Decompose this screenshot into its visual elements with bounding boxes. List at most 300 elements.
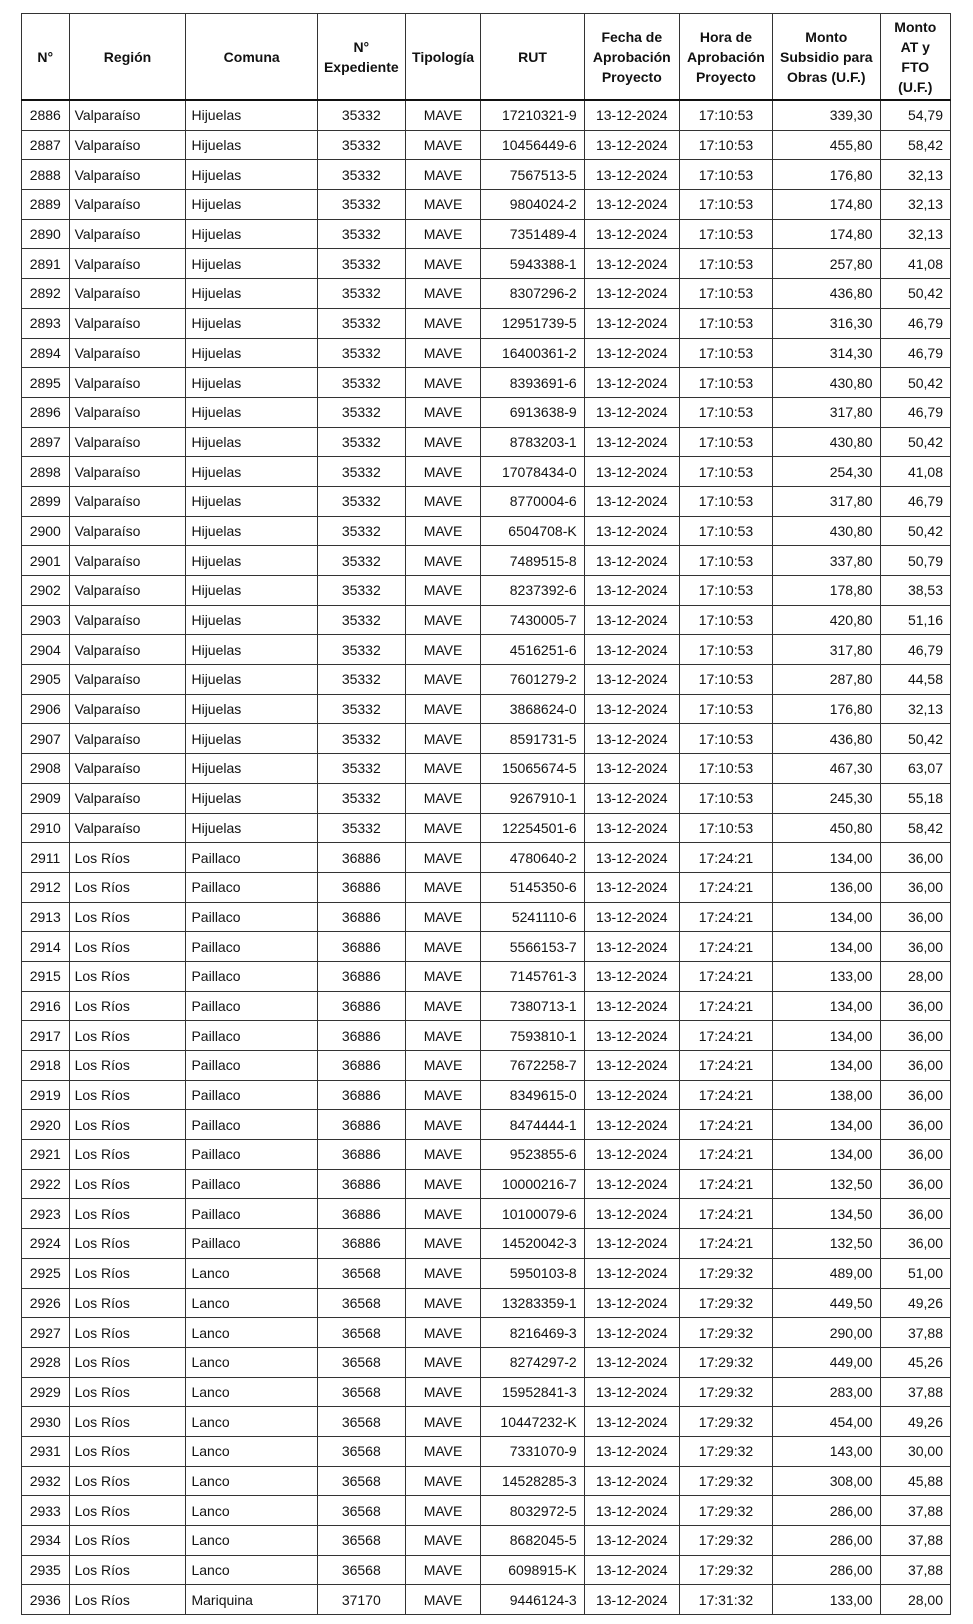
cell-region: Valparaíso xyxy=(69,665,186,695)
cell-tipologia: MAVE xyxy=(405,991,481,1021)
cell-comuna: Hijuelas xyxy=(186,368,317,398)
table-row xyxy=(22,338,951,368)
cell-hora: 17:10:53 xyxy=(679,279,772,309)
table-row xyxy=(22,1466,951,1496)
cell-fecha: 13-12-2024 xyxy=(584,1110,679,1140)
cell-monto-at-fto: 30,00 xyxy=(880,1436,950,1466)
table-row xyxy=(22,1051,951,1081)
cell-region: Valparaíso xyxy=(69,279,186,309)
cell-hora: 17:24:21 xyxy=(679,961,772,991)
cell-expediente: 36886 xyxy=(317,1169,405,1199)
cell-tipologia: MAVE xyxy=(405,694,481,724)
cell-monto-at-fto: 28,00 xyxy=(880,1585,950,1615)
cell-expediente: 36886 xyxy=(317,932,405,962)
table-header xyxy=(22,14,951,101)
cell-fecha: 13-12-2024 xyxy=(584,1466,679,1496)
cell-monto-subsidio: 339,30 xyxy=(772,100,880,130)
cell-hora: 17:10:53 xyxy=(679,130,772,160)
cell-expediente: 36568 xyxy=(317,1347,405,1377)
table-row xyxy=(22,546,951,576)
cell-monto-at-fto: 49,26 xyxy=(880,1288,950,1318)
cell-fecha: 13-12-2024 xyxy=(584,665,679,695)
cell-numero: 2895 xyxy=(22,368,70,398)
cell-expediente: 35332 xyxy=(317,694,405,724)
table-row xyxy=(22,1199,951,1229)
cell-monto-at-fto: 46,79 xyxy=(880,635,950,665)
cell-tipologia: MAVE xyxy=(405,100,481,130)
cell-tipologia: MAVE xyxy=(405,457,481,487)
cell-rut: 6913638-9 xyxy=(481,397,584,427)
cell-numero: 2930 xyxy=(22,1407,70,1437)
cell-numero: 2920 xyxy=(22,1110,70,1140)
cell-numero: 2926 xyxy=(22,1288,70,1318)
cell-monto-at-fto: 55,18 xyxy=(880,783,950,813)
cell-comuna: Hijuelas xyxy=(186,813,317,843)
header-hora-aprobacion: Hora de Aprobación Proyecto xyxy=(679,14,772,101)
cell-monto-subsidio: 467,30 xyxy=(772,754,880,784)
cell-expediente: 36886 xyxy=(317,1080,405,1110)
cell-fecha: 13-12-2024 xyxy=(584,160,679,190)
cell-tipologia: MAVE xyxy=(405,368,481,398)
cell-monto-subsidio: 430,80 xyxy=(772,427,880,457)
cell-expediente: 35332 xyxy=(317,100,405,130)
cell-fecha: 13-12-2024 xyxy=(584,308,679,338)
cell-tipologia: MAVE xyxy=(405,1199,481,1229)
cell-monto-at-fto: 45,88 xyxy=(880,1466,950,1496)
cell-tipologia: MAVE xyxy=(405,397,481,427)
cell-numero: 2932 xyxy=(22,1466,70,1496)
cell-numero: 2921 xyxy=(22,1140,70,1170)
cell-tipologia: MAVE xyxy=(405,724,481,754)
cell-hora: 17:29:32 xyxy=(679,1436,772,1466)
cell-fecha: 13-12-2024 xyxy=(584,1258,679,1288)
cell-comuna: Mariquina xyxy=(186,1585,317,1615)
cell-comuna: Hijuelas xyxy=(186,338,317,368)
cell-comuna: Lanco xyxy=(186,1555,317,1585)
cell-region: Valparaíso xyxy=(69,605,186,635)
cell-monto-subsidio: 430,80 xyxy=(772,516,880,546)
cell-fecha: 13-12-2024 xyxy=(584,961,679,991)
cell-numero: 2909 xyxy=(22,783,70,813)
cell-monto-at-fto: 37,88 xyxy=(880,1318,950,1348)
cell-hora: 17:24:21 xyxy=(679,902,772,932)
cell-expediente: 36886 xyxy=(317,843,405,873)
cell-region: Valparaíso xyxy=(69,754,186,784)
cell-rut: 12951739-5 xyxy=(481,308,584,338)
cell-tipologia: MAVE xyxy=(405,902,481,932)
cell-monto-at-fto: 32,13 xyxy=(880,694,950,724)
cell-region: Los Ríos xyxy=(69,1407,186,1437)
header-comuna: Comuna xyxy=(186,14,317,101)
cell-fecha: 13-12-2024 xyxy=(584,486,679,516)
cell-expediente: 35332 xyxy=(317,576,405,606)
cell-numero: 2922 xyxy=(22,1169,70,1199)
cell-numero: 2889 xyxy=(22,190,70,220)
cell-numero: 2903 xyxy=(22,605,70,635)
cell-comuna: Paillaco xyxy=(186,1080,317,1110)
table-row xyxy=(22,1436,951,1466)
table-row xyxy=(22,1140,951,1170)
cell-numero: 2928 xyxy=(22,1347,70,1377)
header-region: Región xyxy=(69,14,186,101)
cell-comuna: Hijuelas xyxy=(186,576,317,606)
cell-monto-at-fto: 54,79 xyxy=(880,100,950,130)
cell-comuna: Paillaco xyxy=(186,961,317,991)
cell-fecha: 13-12-2024 xyxy=(584,1199,679,1229)
cell-region: Los Ríos xyxy=(69,1585,186,1615)
cell-expediente: 36886 xyxy=(317,961,405,991)
cell-region: Valparaíso xyxy=(69,813,186,843)
cell-monto-at-fto: 51,00 xyxy=(880,1258,950,1288)
table-row xyxy=(22,1496,951,1526)
cell-monto-subsidio: 420,80 xyxy=(772,605,880,635)
cell-tipologia: MAVE xyxy=(405,338,481,368)
cell-comuna: Lanco xyxy=(186,1496,317,1526)
cell-monto-subsidio: 178,80 xyxy=(772,576,880,606)
cell-region: Los Ríos xyxy=(69,1526,186,1556)
table-row xyxy=(22,1288,951,1318)
cell-comuna: Paillaco xyxy=(186,872,317,902)
cell-hora: 17:10:53 xyxy=(679,486,772,516)
cell-fecha: 13-12-2024 xyxy=(584,100,679,130)
cell-rut: 10000216-7 xyxy=(481,1169,584,1199)
cell-monto-subsidio: 174,80 xyxy=(772,190,880,220)
table-row xyxy=(22,754,951,784)
cell-hora: 17:24:21 xyxy=(679,1021,772,1051)
cell-comuna: Hijuelas xyxy=(186,783,317,813)
cell-region: Los Ríos xyxy=(69,1169,186,1199)
cell-monto-subsidio: 454,00 xyxy=(772,1407,880,1437)
header-row xyxy=(22,14,951,101)
cell-region: Los Ríos xyxy=(69,1496,186,1526)
cell-tipologia: MAVE xyxy=(405,190,481,220)
cell-region: Los Ríos xyxy=(69,843,186,873)
cell-monto-subsidio: 337,80 xyxy=(772,546,880,576)
cell-monto-subsidio: 286,00 xyxy=(772,1555,880,1585)
cell-tipologia: MAVE xyxy=(405,1407,481,1437)
cell-region: Los Ríos xyxy=(69,991,186,1021)
table-row xyxy=(22,1318,951,1348)
cell-fecha: 13-12-2024 xyxy=(584,1051,679,1081)
cell-monto-subsidio: 134,00 xyxy=(772,1140,880,1170)
cell-hora: 17:10:53 xyxy=(679,813,772,843)
cell-region: Valparaíso xyxy=(69,694,186,724)
header-expediente: N° Expediente xyxy=(317,14,405,101)
cell-monto-at-fto: 36,00 xyxy=(880,991,950,1021)
cell-comuna: Hijuelas xyxy=(186,457,317,487)
cell-hora: 17:29:32 xyxy=(679,1555,772,1585)
table-row xyxy=(22,1169,951,1199)
cell-numero: 2904 xyxy=(22,635,70,665)
cell-region: Valparaíso xyxy=(69,219,186,249)
cell-monto-subsidio: 134,00 xyxy=(772,991,880,1021)
cell-expediente: 36568 xyxy=(317,1288,405,1318)
table-row xyxy=(22,902,951,932)
cell-rut: 8274297-2 xyxy=(481,1347,584,1377)
cell-rut: 8591731-5 xyxy=(481,724,584,754)
cell-monto-subsidio: 254,30 xyxy=(772,457,880,487)
cell-expediente: 35332 xyxy=(317,605,405,635)
cell-numero: 2915 xyxy=(22,961,70,991)
cell-monto-at-fto: 58,42 xyxy=(880,130,950,160)
cell-fecha: 13-12-2024 xyxy=(584,1318,679,1348)
cell-region: Los Ríos xyxy=(69,1555,186,1585)
cell-region: Los Ríos xyxy=(69,1229,186,1259)
cell-numero: 2891 xyxy=(22,249,70,279)
cell-fecha: 13-12-2024 xyxy=(584,1080,679,1110)
cell-tipologia: MAVE xyxy=(405,872,481,902)
table-row xyxy=(22,1407,951,1437)
cell-comuna: Paillaco xyxy=(186,902,317,932)
cell-comuna: Paillaco xyxy=(186,1199,317,1229)
cell-numero: 2911 xyxy=(22,843,70,873)
cell-hora: 17:10:53 xyxy=(679,427,772,457)
table-row xyxy=(22,991,951,1021)
cell-numero: 2892 xyxy=(22,279,70,309)
cell-monto-subsidio: 449,00 xyxy=(772,1347,880,1377)
cell-comuna: Lanco xyxy=(186,1258,317,1288)
cell-numero: 2894 xyxy=(22,338,70,368)
cell-rut: 8393691-6 xyxy=(481,368,584,398)
cell-monto-at-fto: 36,00 xyxy=(880,1110,950,1140)
cell-rut: 8216469-3 xyxy=(481,1318,584,1348)
cell-fecha: 13-12-2024 xyxy=(584,368,679,398)
cell-monto-subsidio: 436,80 xyxy=(772,279,880,309)
cell-tipologia: MAVE xyxy=(405,576,481,606)
cell-monto-at-fto: 28,00 xyxy=(880,961,950,991)
table-row xyxy=(22,1080,951,1110)
cell-numero: 2890 xyxy=(22,219,70,249)
table-row xyxy=(22,665,951,695)
cell-monto-subsidio: 257,80 xyxy=(772,249,880,279)
table-row xyxy=(22,1526,951,1556)
table-row xyxy=(22,813,951,843)
cell-rut: 7601279-2 xyxy=(481,665,584,695)
cell-tipologia: MAVE xyxy=(405,279,481,309)
cell-fecha: 13-12-2024 xyxy=(584,546,679,576)
cell-numero: 2929 xyxy=(22,1377,70,1407)
table-row xyxy=(22,635,951,665)
cell-region: Valparaíso xyxy=(69,635,186,665)
cell-expediente: 35332 xyxy=(317,635,405,665)
cell-monto-at-fto: 36,00 xyxy=(880,1229,950,1259)
cell-hora: 17:10:53 xyxy=(679,457,772,487)
cell-comuna: Lanco xyxy=(186,1377,317,1407)
cell-expediente: 36568 xyxy=(317,1318,405,1348)
cell-rut: 12254501-6 xyxy=(481,813,584,843)
cell-fecha: 13-12-2024 xyxy=(584,130,679,160)
cell-comuna: Hijuelas xyxy=(186,219,317,249)
cell-monto-at-fto: 49,26 xyxy=(880,1407,950,1437)
cell-fecha: 13-12-2024 xyxy=(584,813,679,843)
cell-numero: 2900 xyxy=(22,516,70,546)
cell-expediente: 36886 xyxy=(317,1021,405,1051)
cell-monto-subsidio: 245,30 xyxy=(772,783,880,813)
cell-comuna: Lanco xyxy=(186,1526,317,1556)
cell-comuna: Paillaco xyxy=(186,1110,317,1140)
cell-monto-at-fto: 41,08 xyxy=(880,249,950,279)
cell-rut: 9446124-3 xyxy=(481,1585,584,1615)
cell-expediente: 37170 xyxy=(317,1585,405,1615)
cell-comuna: Hijuelas xyxy=(186,605,317,635)
cell-tipologia: MAVE xyxy=(405,1555,481,1585)
cell-region: Valparaíso xyxy=(69,457,186,487)
cell-fecha: 13-12-2024 xyxy=(584,1407,679,1437)
cell-tipologia: MAVE xyxy=(405,516,481,546)
cell-expediente: 36568 xyxy=(317,1466,405,1496)
cell-hora: 17:24:21 xyxy=(679,1229,772,1259)
cell-expediente: 36886 xyxy=(317,1199,405,1229)
cell-region: Los Ríos xyxy=(69,1377,186,1407)
cell-comuna: Lanco xyxy=(186,1466,317,1496)
cell-monto-subsidio: 287,80 xyxy=(772,665,880,695)
table-row xyxy=(22,486,951,516)
cell-monto-subsidio: 290,00 xyxy=(772,1318,880,1348)
cell-monto-at-fto: 46,79 xyxy=(880,486,950,516)
cell-expediente: 35332 xyxy=(317,308,405,338)
table-row xyxy=(22,457,951,487)
cell-monto-at-fto: 36,00 xyxy=(880,1021,950,1051)
table-row xyxy=(22,427,951,457)
cell-rut: 3868624-0 xyxy=(481,694,584,724)
cell-region: Los Ríos xyxy=(69,1318,186,1348)
cell-numero: 2893 xyxy=(22,308,70,338)
cell-expediente: 35332 xyxy=(317,724,405,754)
cell-numero: 2916 xyxy=(22,991,70,1021)
cell-region: Los Ríos xyxy=(69,1021,186,1051)
cell-numero: 2896 xyxy=(22,397,70,427)
cell-rut: 5145350-6 xyxy=(481,872,584,902)
cell-comuna: Hijuelas xyxy=(186,546,317,576)
table-row xyxy=(22,100,951,130)
cell-monto-at-fto: 32,13 xyxy=(880,160,950,190)
cell-rut: 7672258-7 xyxy=(481,1051,584,1081)
cell-expediente: 36886 xyxy=(317,1110,405,1140)
cell-monto-subsidio: 314,30 xyxy=(772,338,880,368)
cell-numero: 2907 xyxy=(22,724,70,754)
cell-expediente: 36568 xyxy=(317,1555,405,1585)
cell-monto-at-fto: 51,16 xyxy=(880,605,950,635)
cell-comuna: Lanco xyxy=(186,1288,317,1318)
cell-tipologia: MAVE xyxy=(405,427,481,457)
table-row xyxy=(22,843,951,873)
cell-fecha: 13-12-2024 xyxy=(584,397,679,427)
cell-hora: 17:24:21 xyxy=(679,1110,772,1140)
cell-fecha: 13-12-2024 xyxy=(584,872,679,902)
cell-tipologia: MAVE xyxy=(405,1288,481,1318)
cell-hora: 17:10:53 xyxy=(679,576,772,606)
cell-hora: 17:24:21 xyxy=(679,1169,772,1199)
cell-region: Los Ríos xyxy=(69,1051,186,1081)
cell-rut: 5566153-7 xyxy=(481,932,584,962)
cell-rut: 5943388-1 xyxy=(481,249,584,279)
cell-hora: 17:10:53 xyxy=(679,190,772,220)
cell-numero: 2931 xyxy=(22,1436,70,1466)
cell-monto-subsidio: 134,50 xyxy=(772,1199,880,1229)
cell-fecha: 13-12-2024 xyxy=(584,1436,679,1466)
cell-hora: 17:24:21 xyxy=(679,1051,772,1081)
table-row xyxy=(22,368,951,398)
cell-tipologia: MAVE xyxy=(405,1021,481,1051)
cell-hora: 17:10:53 xyxy=(679,397,772,427)
cell-monto-subsidio: 133,00 xyxy=(772,961,880,991)
table-row xyxy=(22,1377,951,1407)
cell-numero: 2935 xyxy=(22,1555,70,1585)
cell-tipologia: MAVE xyxy=(405,813,481,843)
cell-tipologia: MAVE xyxy=(405,783,481,813)
cell-numero: 2898 xyxy=(22,457,70,487)
cell-region: Los Ríos xyxy=(69,1258,186,1288)
table-row xyxy=(22,1555,951,1585)
cell-fecha: 13-12-2024 xyxy=(584,576,679,606)
cell-rut: 8682045-5 xyxy=(481,1526,584,1556)
cell-tipologia: MAVE xyxy=(405,1051,481,1081)
cell-hora: 17:24:21 xyxy=(679,843,772,873)
cell-rut: 4780640-2 xyxy=(481,843,584,873)
cell-monto-subsidio: 286,00 xyxy=(772,1496,880,1526)
cell-hora: 17:29:32 xyxy=(679,1466,772,1496)
cell-region: Valparaíso xyxy=(69,427,186,457)
cell-hora: 17:10:53 xyxy=(679,160,772,190)
cell-monto-subsidio: 134,00 xyxy=(772,902,880,932)
cell-tipologia: MAVE xyxy=(405,1377,481,1407)
cell-rut: 7331070-9 xyxy=(481,1436,584,1466)
cell-numero: 2910 xyxy=(22,813,70,843)
cell-hora: 17:10:53 xyxy=(679,724,772,754)
cell-monto-subsidio: 450,80 xyxy=(772,813,880,843)
cell-tipologia: MAVE xyxy=(405,546,481,576)
cell-monto-at-fto: 46,79 xyxy=(880,338,950,368)
cell-fecha: 13-12-2024 xyxy=(584,1555,679,1585)
table-row xyxy=(22,1258,951,1288)
cell-rut: 10456449-6 xyxy=(481,130,584,160)
cell-numero: 2924 xyxy=(22,1229,70,1259)
cell-monto-at-fto: 36,00 xyxy=(880,872,950,902)
cell-numero: 2901 xyxy=(22,546,70,576)
cell-tipologia: MAVE xyxy=(405,1436,481,1466)
cell-monto-at-fto: 58,42 xyxy=(880,813,950,843)
cell-tipologia: MAVE xyxy=(405,961,481,991)
cell-monto-subsidio: 489,00 xyxy=(772,1258,880,1288)
header-monto-at-fto: Monto AT y FTO (U.F.) xyxy=(880,14,950,101)
cell-numero: 2888 xyxy=(22,160,70,190)
cell-hora: 17:10:53 xyxy=(679,308,772,338)
cell-numero: 2906 xyxy=(22,694,70,724)
cell-fecha: 13-12-2024 xyxy=(584,1377,679,1407)
cell-hora: 17:10:53 xyxy=(679,635,772,665)
header-tipologia: Tipología xyxy=(405,14,481,101)
cell-expediente: 36568 xyxy=(317,1407,405,1437)
cell-expediente: 35332 xyxy=(317,397,405,427)
cell-numero: 2902 xyxy=(22,576,70,606)
cell-expediente: 35332 xyxy=(317,813,405,843)
cell-monto-subsidio: 286,00 xyxy=(772,1526,880,1556)
table-row xyxy=(22,783,951,813)
cell-region: Los Ríos xyxy=(69,1466,186,1496)
cell-rut: 8032972-5 xyxy=(481,1496,584,1526)
cell-fecha: 13-12-2024 xyxy=(584,338,679,368)
cell-expediente: 35332 xyxy=(317,665,405,695)
cell-rut: 5950103-8 xyxy=(481,1258,584,1288)
cell-hora: 17:10:53 xyxy=(679,754,772,784)
cell-region: Los Ríos xyxy=(69,1080,186,1110)
cell-fecha: 13-12-2024 xyxy=(584,516,679,546)
cell-region: Valparaíso xyxy=(69,160,186,190)
cell-comuna: Hijuelas xyxy=(186,694,317,724)
cell-numero: 2918 xyxy=(22,1051,70,1081)
cell-monto-at-fto: 36,00 xyxy=(880,1169,950,1199)
cell-numero: 2919 xyxy=(22,1080,70,1110)
